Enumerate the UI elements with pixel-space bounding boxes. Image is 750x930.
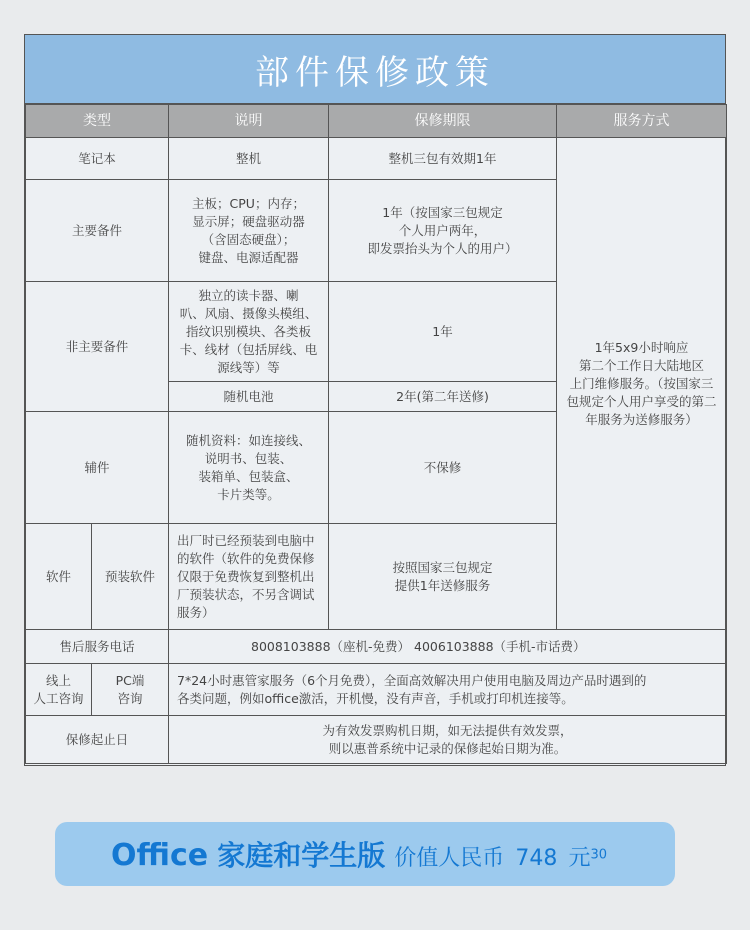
period-cell: 1年 bbox=[329, 282, 557, 382]
period-cell: 整机三包有效期1年 bbox=[329, 138, 557, 180]
type-cell: 主要备件 bbox=[26, 180, 169, 282]
desc-line: 叭、风扇、摄像头模组、 bbox=[179, 305, 318, 321]
desc-line: 说明书、包装、 bbox=[204, 450, 293, 466]
service-line: 1年5x9小时响应 bbox=[594, 339, 689, 355]
online-value bbox=[169, 664, 727, 716]
online-label bbox=[26, 664, 92, 716]
desc-cell bbox=[169, 180, 329, 282]
banner-superscript: 30 bbox=[590, 847, 608, 863]
desc-line: 的软件（软件的免费保修 bbox=[177, 550, 315, 566]
title-bar bbox=[25, 35, 725, 104]
desc-line: 卡片类等。 bbox=[217, 486, 280, 502]
type-cell: 辅件 bbox=[26, 412, 169, 524]
subtype-cell: 预装软件 bbox=[92, 524, 169, 630]
online-sublabel bbox=[92, 664, 169, 716]
table-row bbox=[26, 664, 727, 716]
header-period: 保修期限 bbox=[329, 105, 557, 138]
desc-cell bbox=[169, 412, 329, 524]
table-row bbox=[26, 630, 727, 664]
desc-line: 卡、线材（包括屏线、电 bbox=[179, 341, 318, 357]
online-value-line: 7*24小时惠管家服务（6个月免费），全面高效解决用户使用电脑及周边产品时遇到的 bbox=[177, 672, 647, 688]
desc-line: 厂预装状态，不另含调试 bbox=[177, 586, 315, 602]
banner-product: Office bbox=[111, 838, 209, 873]
service-line: 上门维修服务。（按国家三 bbox=[569, 375, 714, 391]
desc-line: 键盘、电源适配器 bbox=[198, 249, 299, 265]
desc-line: 显示屏；硬盘驱动器 bbox=[192, 213, 305, 229]
desc-cell: 随机电池 bbox=[169, 382, 329, 412]
period-cell: 不保修 bbox=[329, 412, 557, 524]
type-cell: 非主要备件 bbox=[26, 282, 169, 412]
desc-line: 指纹识别模块、各类板 bbox=[185, 323, 311, 339]
header-desc: 说明 bbox=[169, 105, 329, 138]
period-line: 按照国家三包规定 bbox=[392, 559, 493, 575]
table-row bbox=[26, 716, 727, 764]
desc-line: 独立的读卡器、喇 bbox=[198, 287, 299, 303]
warranty-policy-panel bbox=[24, 34, 726, 766]
period-cell bbox=[329, 180, 557, 282]
desc-line: （含固态硬盘）； bbox=[201, 231, 296, 247]
period-cell: 2年(第二年送修) bbox=[329, 382, 557, 412]
period-cell bbox=[329, 524, 557, 630]
desc-cell bbox=[169, 282, 329, 382]
banner-price: 748 bbox=[515, 846, 558, 871]
online-label-line: 人工咨询 bbox=[33, 690, 84, 706]
hotline-value: 8008103888（座机-免费） 4006103888（手机-市话费） bbox=[169, 630, 727, 664]
start-date-line: 为有效发票购机日期，如无法提供有效发票， bbox=[322, 722, 573, 738]
header-row bbox=[26, 105, 727, 138]
start-date-label: 保修起止日 bbox=[26, 716, 169, 764]
online-value-line: 各类问题，例如office激活，开机慢，没有声音，手机或打印机连接等。 bbox=[177, 690, 574, 706]
header-type: 类型 bbox=[26, 105, 169, 138]
desc-line: 装箱单、包装盒、 bbox=[198, 468, 299, 484]
hotline-label: 售后服务电话 bbox=[26, 630, 169, 664]
online-label-line: 线上 bbox=[45, 672, 71, 688]
header-service: 服务方式 bbox=[557, 105, 727, 138]
service-mode-cell bbox=[557, 138, 727, 630]
desc-line: 源线等）等 bbox=[217, 359, 280, 375]
desc-cell bbox=[169, 524, 329, 630]
period-line: 1年（按国家三包规定 bbox=[382, 204, 503, 220]
online-sublabel-line: 咨询 bbox=[117, 690, 143, 706]
period-line: 个人用户两年， bbox=[398, 222, 487, 238]
desc-line: 随机资料：如连接线、 bbox=[185, 432, 311, 448]
type-cell: 笔记本 bbox=[26, 138, 169, 180]
period-line: 即发票抬头为个人的用户） bbox=[367, 240, 518, 256]
start-date-value bbox=[169, 716, 727, 764]
table-row bbox=[26, 138, 727, 180]
banner-text bbox=[111, 834, 607, 874]
page-title: 部件保修政策 bbox=[255, 52, 495, 93]
start-date-line: 则以惠普系统中记录的保修起始日期为准。 bbox=[328, 740, 567, 756]
desc-line: 服务） bbox=[177, 604, 215, 620]
desc-line: 主板；CPU；内存； bbox=[192, 195, 305, 211]
desc-line: 仅限于免费恢复到整机出 bbox=[177, 568, 315, 584]
period-line: 提供1年送修服务 bbox=[394, 577, 491, 593]
banner-unit: 元 bbox=[568, 846, 591, 871]
type-cell: 软件 bbox=[26, 524, 92, 630]
service-line: 年服务为送修服务） bbox=[585, 411, 698, 427]
banner-edition: 家庭和学生版 bbox=[217, 839, 386, 872]
service-line: 包规定个人用户享受的第二 bbox=[566, 393, 717, 409]
online-sublabel-line: PC端 bbox=[115, 672, 145, 688]
desc-cell: 整机 bbox=[169, 138, 329, 180]
service-line: 第二个工作日大陆地区 bbox=[578, 357, 704, 373]
office-offer-banner bbox=[55, 822, 675, 886]
desc-line: 出厂时已经预装到电脑中 bbox=[177, 532, 315, 548]
banner-value-label: 价值人民币 bbox=[394, 846, 505, 871]
warranty-table bbox=[25, 104, 727, 764]
